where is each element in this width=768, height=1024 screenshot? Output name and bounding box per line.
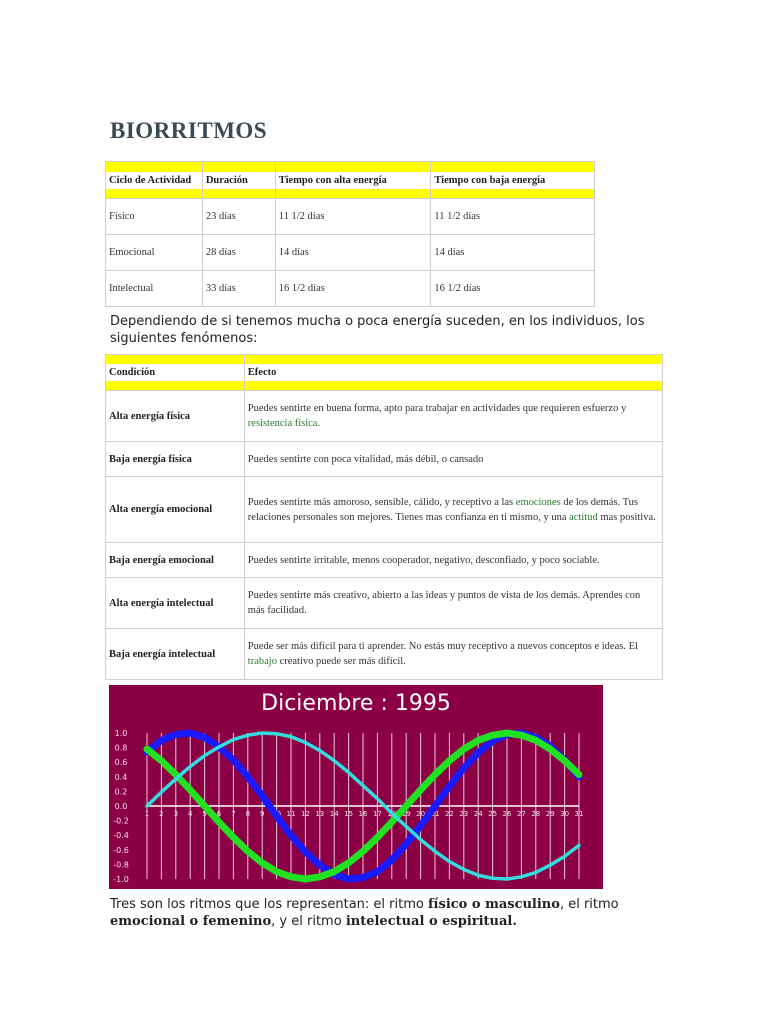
x-tick-label: 1 <box>144 810 150 818</box>
cycles-table <box>105 161 595 307</box>
x-tick-label: 14 <box>329 810 339 818</box>
x-tick-label: 4 <box>187 810 193 818</box>
x-tick-label: 25 <box>488 810 498 818</box>
table-cell: 33 días <box>202 271 275 307</box>
condition-cell: Baja energía intelectual <box>106 629 245 680</box>
x-tick-label: 16 <box>358 810 368 818</box>
y-tick-label: 0.8 <box>114 743 128 753</box>
condition-cell: Alta energía física <box>106 391 245 442</box>
table-cell: 28 días <box>202 235 275 271</box>
y-tick-label: 1.0 <box>114 729 128 738</box>
y-tick-label: -0.2 <box>113 816 129 826</box>
x-tick-label: 17 <box>372 810 382 818</box>
effect-cell: Puedes sentirte más creativo, abierto a las ideas y puntos de vista de los demás. Aprendes con más facilidad. <box>244 578 662 629</box>
y-tick-label: 0.6 <box>114 758 128 768</box>
effects-table <box>105 354 663 680</box>
link[interactable]: emociones <box>515 496 561 508</box>
effect-cell: Puede ser más difícil para ti aprender. No estás muy receptivo a nuevos conceptos e ideas. El trabajo creativo puede ser más difícil. <box>244 629 662 680</box>
y-tick-label: -0.4 <box>113 831 129 841</box>
x-tick-label: 30 <box>560 810 570 818</box>
table-cell: 11 1/2 días <box>275 199 431 235</box>
caption-paragraph: Tres son los ritmos que los representan: el ritmo físico o masculino, el ritmo emocional o femenino, y el ritmo intelectual o espiritual. <box>110 897 619 929</box>
column-header: Duración <box>202 162 275 199</box>
x-tick-label: 24 <box>473 810 483 818</box>
y-tick-label: -1.0 <box>113 875 129 884</box>
x-tick-label: 2 <box>159 810 164 818</box>
x-tick-label: 22 <box>444 810 454 818</box>
table-row <box>106 629 663 680</box>
table-row <box>106 271 595 307</box>
column-header: Ciclo de Actividad <box>106 162 203 199</box>
table-row <box>106 543 663 578</box>
condition-cell: Alta energía intelectual <box>106 578 245 629</box>
table-row <box>106 199 595 235</box>
x-tick-label: 11 <box>286 810 296 818</box>
table-row <box>106 578 663 629</box>
column-header: Efecto <box>244 355 662 391</box>
table-row <box>106 391 663 442</box>
x-tick-label: 7 <box>231 810 236 818</box>
page-title: BIORRITMOS <box>110 118 268 143</box>
table-row <box>106 235 595 271</box>
x-tick-label: 28 <box>531 810 541 818</box>
condition-cell: Baja energía física <box>106 442 245 477</box>
table-cell: 16 1/2 días <box>275 271 431 307</box>
x-tick-label: 26 <box>502 810 512 818</box>
effect-cell: Puedes sentirte más amoroso, sensible, cálido, y receptivo a las emociones de los demás. Tus relaciones personales son mejores. Tienes mas confianza en ti mismo, y una actitud mas positiva. <box>244 477 662 543</box>
link[interactable]: trabajo <box>247 656 277 667</box>
table-cell: 11 1/2 días <box>431 199 595 235</box>
table-header-row <box>106 162 595 199</box>
y-tick-label: 0.0 <box>114 802 128 811</box>
x-tick-label: 18 <box>387 810 397 818</box>
x-tick-label: 19 <box>401 810 411 818</box>
table-row <box>106 477 663 543</box>
effect-cell: Puedes sentirte con poca vitalidad, más débil, o cansado <box>244 442 662 477</box>
table-cell: Intelectual <box>106 271 203 307</box>
y-tick-label: 0.4 <box>114 772 128 782</box>
x-tick-label: 21 <box>430 810 440 818</box>
table-cell: Emocional <box>106 235 203 271</box>
effect-cell: Puedes sentirte irritable, menos cooperador, negativo, desconfiado, y poco sociable. <box>244 543 662 578</box>
x-tick-label: 12 <box>300 810 310 818</box>
table-cell: 14 días <box>431 235 595 271</box>
x-tick-label: 3 <box>173 810 179 818</box>
x-tick-label: 13 <box>315 810 325 818</box>
y-tick-label: -0.8 <box>113 860 129 870</box>
biorhythm-chart <box>109 685 603 889</box>
x-tick-label: 23 <box>459 810 469 818</box>
x-tick-label: 15 <box>344 810 354 818</box>
y-tick-label: 0.2 <box>114 787 128 797</box>
table-header-row <box>106 355 663 391</box>
x-tick-label: 9 <box>259 810 265 818</box>
y-tick-label: -0.6 <box>113 845 129 855</box>
x-tick-label: 5 <box>202 810 207 818</box>
condition-cell: Alta energía emocional <box>106 477 245 543</box>
effect-cell: Puedes sentirte en buena forma, apto para trabajar en actividades que requieren esfuerzo y resistencia física. <box>244 391 662 442</box>
x-tick-label: 8 <box>245 810 251 818</box>
x-tick-label: 29 <box>545 810 555 818</box>
table-cell: 23 días <box>202 199 275 235</box>
chart-title: Diciembre : 1995 <box>261 691 451 716</box>
column-header: Tiempo con alta energía <box>275 162 431 199</box>
table-cell: Físico <box>106 199 203 235</box>
column-header: Condición <box>106 355 245 391</box>
x-tick-label: 31 <box>574 810 584 818</box>
x-tick-label: 10 <box>272 810 282 818</box>
intro-paragraph: Dependiendo de si tenemos mucha o poca energía suceden, en los individuos, los siguientes fenómenos: <box>110 314 645 346</box>
column-header: Tiempo con baja energía <box>431 162 595 199</box>
condition-cell: Baja energía emocional <box>106 543 245 578</box>
table-cell: 14 días <box>275 235 431 271</box>
link[interactable]: resistencia física <box>247 418 318 429</box>
x-tick-label: 20 <box>416 810 426 818</box>
x-tick-label: 6 <box>216 810 222 818</box>
table-cell: 16 1/2 días <box>431 271 595 307</box>
table-row <box>106 442 663 477</box>
link[interactable]: actitud <box>569 511 598 523</box>
x-tick-label: 27 <box>516 810 526 818</box>
